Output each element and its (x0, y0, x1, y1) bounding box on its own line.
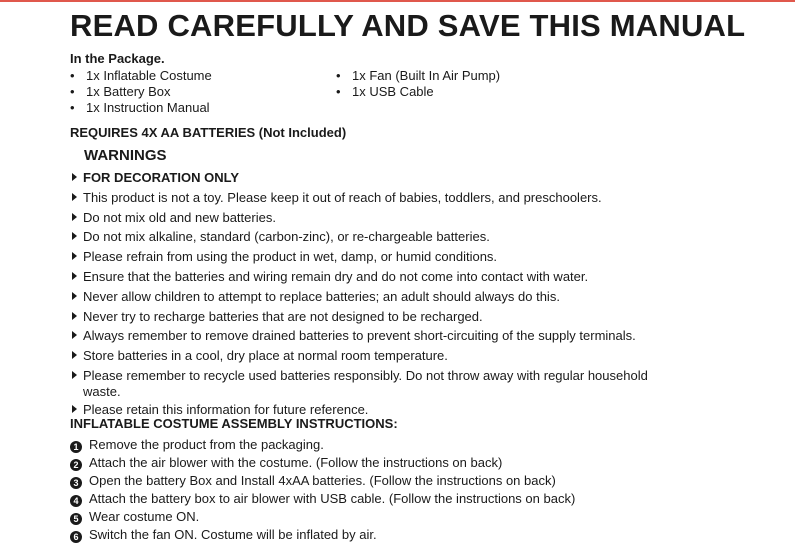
warning-item: This product is not a toy. Please keep it out of reach of babies, toddlers, and preschoolers. (70, 190, 683, 208)
triangle-bullet-icon (72, 351, 77, 359)
bullet-icon: • (70, 68, 75, 83)
package-heading: In the Package. (70, 51, 165, 66)
warning-item: Never try to recharge batteries that are not designed to be recharged. (70, 309, 683, 327)
step-item: 1 Remove the product from the packaging. (70, 436, 575, 454)
triangle-bullet-icon (72, 272, 77, 280)
warning-item: Always remember to remove drained batteries to prevent short-circuiting of the supply terminals. (70, 328, 683, 346)
assembly-steps (70, 436, 575, 544)
triangle-bullet-icon (72, 193, 77, 201)
triangle-bullet-icon (72, 252, 77, 260)
triangle-bullet-icon (72, 331, 77, 339)
warning-item: Ensure that the batteries and wiring remain dry and do not come into contact with water. (70, 269, 683, 287)
list-item: • 1x Battery Box (70, 84, 171, 99)
list-item: • 1x Fan (Built In Air Pump) (336, 68, 501, 83)
list-item: • 1x USB Cable (336, 84, 434, 99)
step-number-icon: 5 (70, 513, 82, 525)
warning-item: Never allow children to attempt to replace batteries; an adult should always do this. (70, 289, 683, 307)
triangle-bullet-icon (72, 213, 77, 221)
step-item: 4 Attach the battery box to air blower with USB cable. (Follow the instructions on back) (70, 490, 575, 508)
step-item: 3 Open the battery Box and Install 4xAA batteries. (Follow the instructions on back) (70, 472, 575, 490)
step-number-icon: 1 (70, 441, 82, 453)
assembly-heading: INFLATABLE COSTUME ASSEMBLY INSTRUCTIONS: (70, 416, 398, 431)
step-number-icon: 2 (70, 459, 82, 471)
warning-item: Please refrain from using the product in wet, damp, or humid conditions. (70, 249, 683, 267)
bullet-icon: • (70, 84, 75, 99)
list-item: • 1x Instruction Manual (70, 100, 210, 115)
warning-item: Store batteries in a cool, dry place at normal room temperature. (70, 348, 683, 366)
list-item: • 1x Inflatable Costume (70, 68, 212, 83)
batteries-note: REQUIRES 4X AA BATTERIES (Not Included) (70, 125, 347, 140)
package-list-left (70, 68, 212, 116)
warning-item: Do not mix alkaline, standard (carbon-zinc), or re-chargeable batteries. (70, 229, 683, 247)
triangle-bullet-icon (72, 232, 77, 240)
warning-item: Please remember to recycle used batteries responsibly. Do not throw away with regular household waste. (70, 368, 683, 400)
bullet-icon: • (336, 68, 341, 83)
step-item: 2 Attach the air blower with the costume. (Follow the instructions on back) (70, 454, 575, 472)
page-title: READ CAREFULLY AND SAVE THIS MANUAL (70, 8, 746, 43)
warning-item: FOR DECORATION ONLY (70, 170, 683, 188)
warning-item: Do not mix old and new batteries. (70, 210, 683, 228)
step-item: 6 Switch the fan ON. Costume will be inflated by air. (70, 526, 575, 544)
step-number-icon: 6 (70, 531, 82, 543)
triangle-bullet-icon (72, 173, 77, 181)
triangle-bullet-icon (72, 292, 77, 300)
warnings-title: WARNINGS (84, 147, 167, 164)
triangle-bullet-icon (72, 371, 77, 379)
top-divider-line (0, 0, 795, 2)
step-number-icon: 3 (70, 477, 82, 489)
package-list-right (336, 68, 500, 100)
bullet-icon: • (336, 84, 341, 99)
step-number-icon: 4 (70, 495, 82, 507)
step-item: 5 Wear costume ON. (70, 508, 575, 526)
triangle-bullet-icon (72, 405, 77, 413)
warning-item: Please retain this information for future reference. (70, 402, 683, 420)
warnings-list (70, 170, 683, 422)
bullet-icon: • (70, 100, 75, 115)
triangle-bullet-icon (72, 312, 77, 320)
